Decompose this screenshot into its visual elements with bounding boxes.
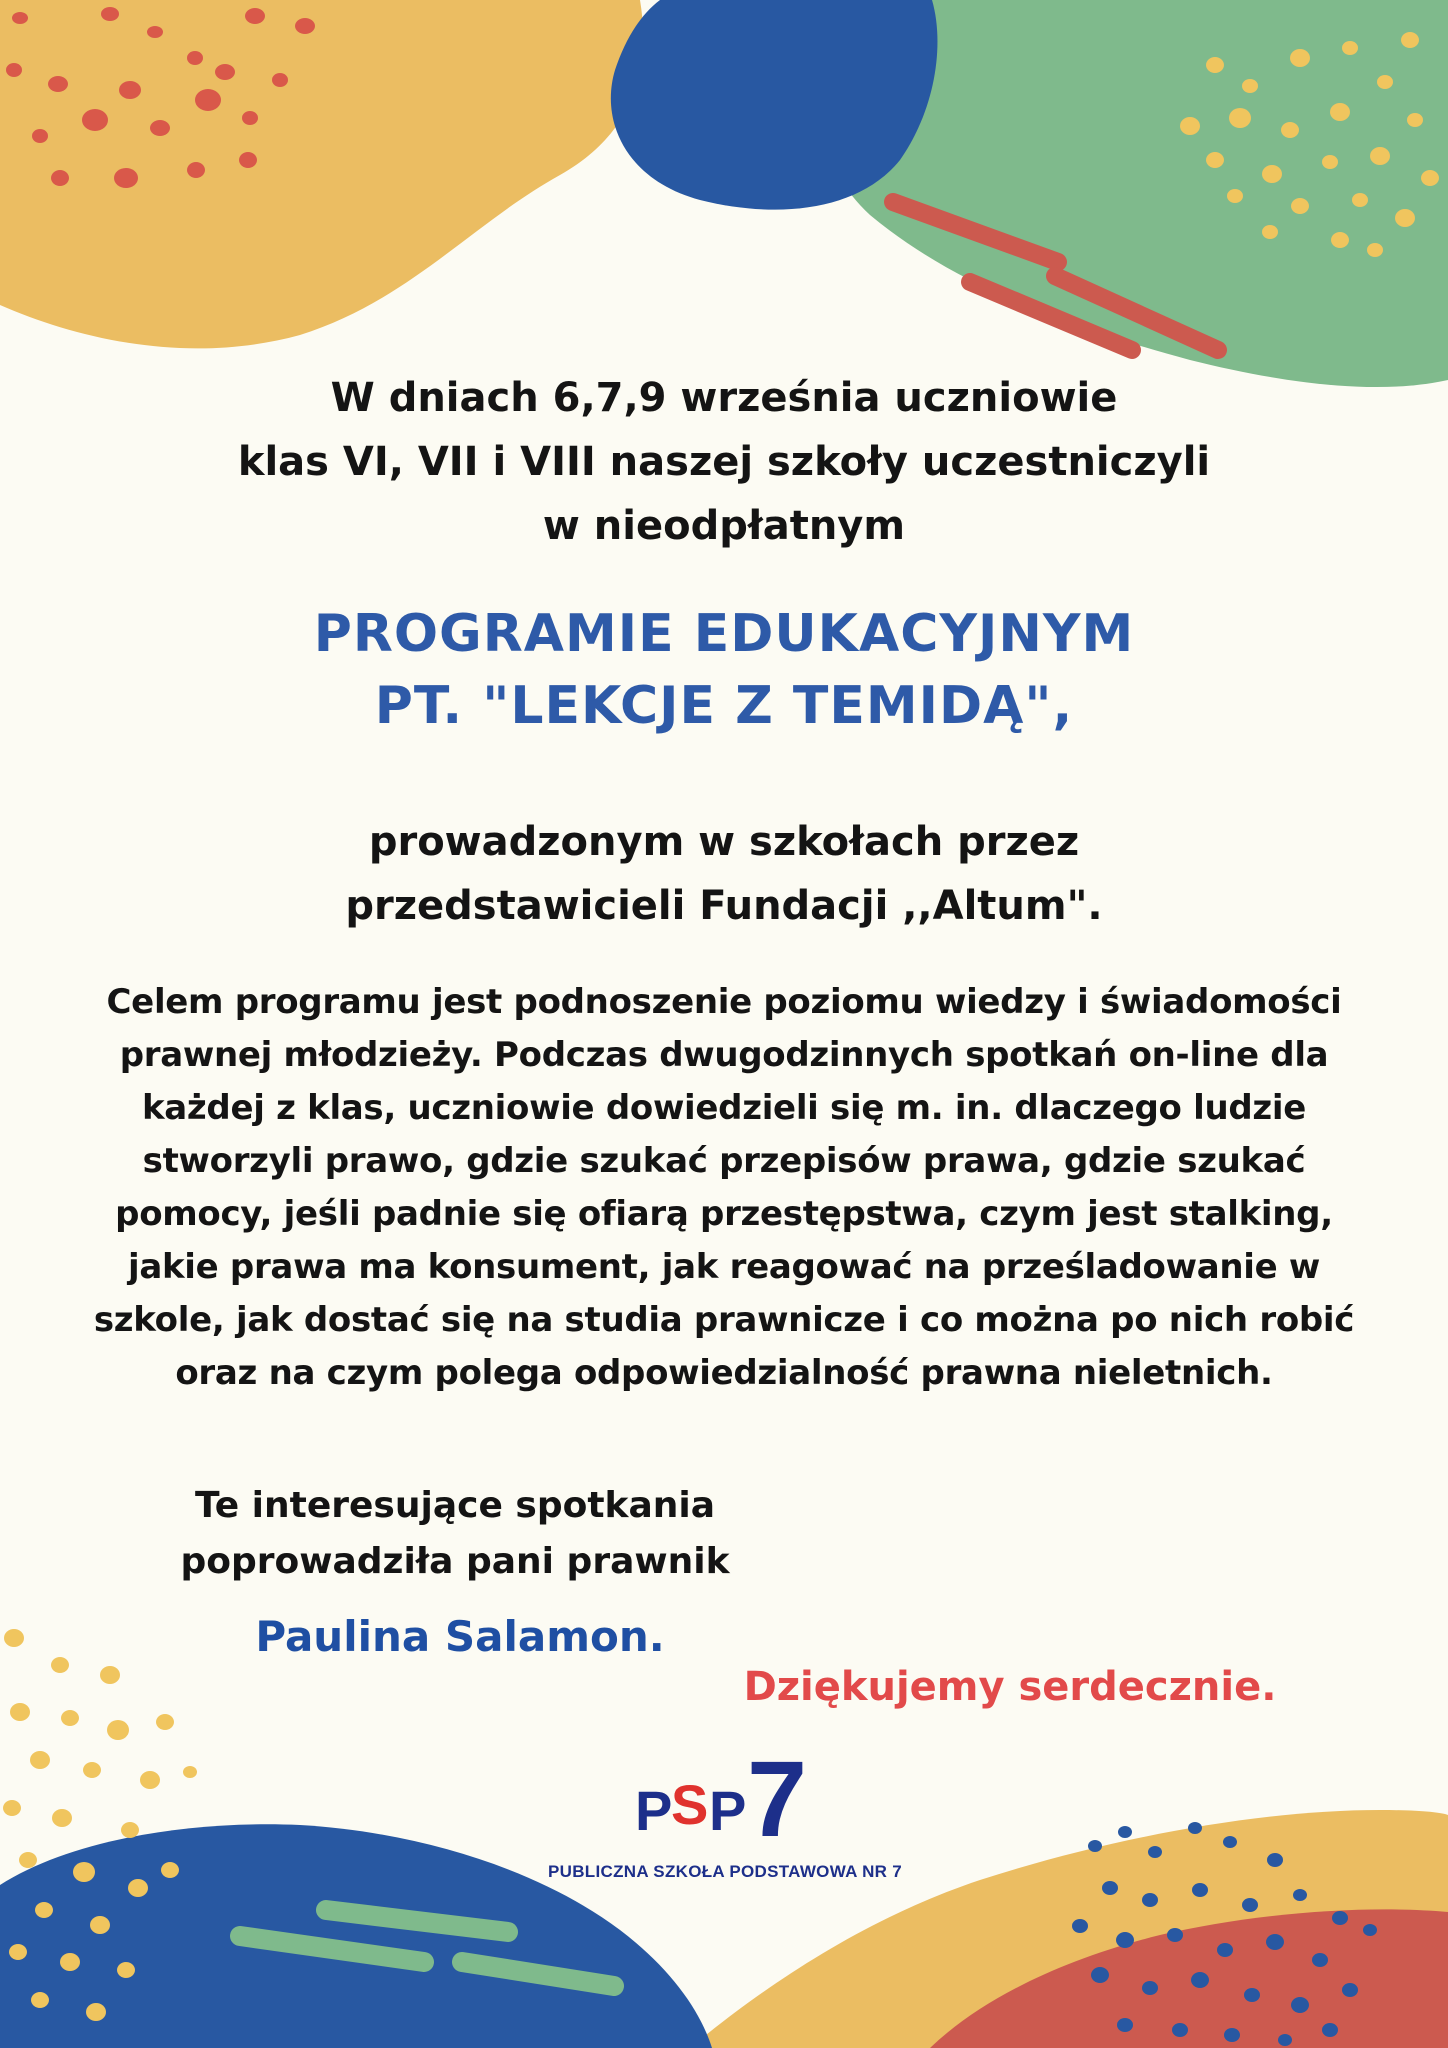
intro-line: W dniach 6,7,9 września uczniowie [330,375,1118,421]
logo-letter-p2: P [709,1779,747,1842]
logo-digit-seven: 7 [747,1748,808,1848]
intro-line: w nieodpłatnym [542,503,906,549]
body-line: szkole, jak dostać się na studia prawnicze i co można po nich robić [93,1300,1355,1340]
credit-line: poprowadziła pani prawnik [180,1541,730,1582]
lead-line: prowadzonym w szkołach przez [368,819,1080,865]
body-line: jakie prawa ma konsument, jak reagować na prześladowanie w [127,1247,1321,1287]
body-line: każdej z klas, uczniowie dowiedzieli się m. in. dlaczego ludzie [141,1088,1307,1128]
logo-letter-s: S [671,1773,709,1836]
credit-paragraph [130,1478,780,1590]
body-line: pomocy, jeśli padnie się ofiarą przestępstwa, czym jest stalking, [115,1194,1333,1234]
lead-line: przedstawicieli Fundacji ,,Altum". [345,883,1103,929]
logo-letter-p1: P [635,1779,673,1842]
lead-paragraph [0,810,1448,938]
program-title [0,598,1448,742]
body-line: prawnej młodzieży. Podczas dwugodzinnych spotkań on-line dla [119,1035,1329,1075]
intro-paragraph [0,366,1448,558]
program-title-line: PROGRAMIE EDUKACYJNYM [313,604,1135,664]
intro-line: klas VI, VII i VIII naszej szkoły uczestniczyli [237,439,1211,485]
body-line: Celem programu jest podnoszenie poziomu wiedzy i świadomości [106,982,1342,1022]
credit-line: Te interesujące spotkania [194,1485,716,1526]
psp7-logo-mark [635,1748,815,1848]
school-logo [500,1748,950,1888]
top-left-yellow-blob [0,0,643,348]
thanks-message: Dziękujemy serdecznie. [743,1664,1277,1710]
program-title-line: PT. "LEKCJE Z TEMIDĄ", [374,676,1074,736]
lawyer-name: Paulina Salamon. [255,1612,665,1661]
body-line: stworzyli prawo, gdzie szukać przepisów prawa, gdzie szukać [142,1141,1306,1181]
body-line: oraz na czym polega odpowiedzialność prawna nieletnich. [175,1353,1273,1393]
body-paragraph [0,976,1448,1400]
logo-caption: PUBLICZNA SZKOŁA PODSTAWOWA NR 7 [548,1862,902,1881]
